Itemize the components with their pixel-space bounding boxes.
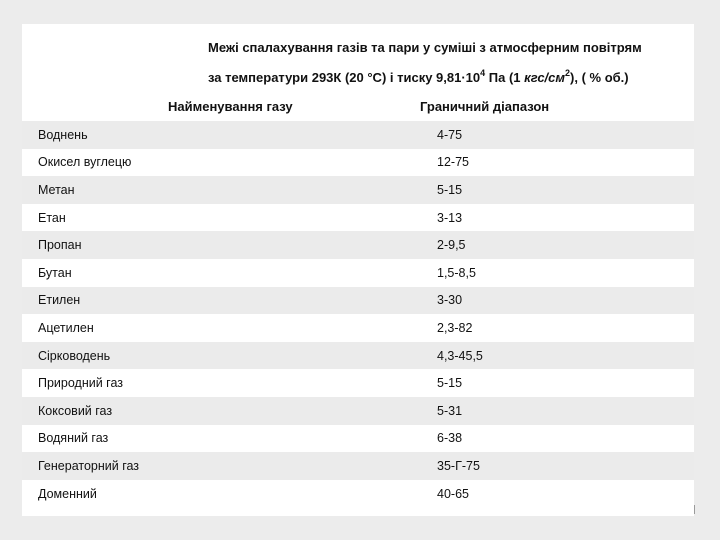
range-cell: 5-15 — [423, 176, 694, 204]
range-cell: 2,3-82 — [437, 320, 473, 335]
range-cell: 1,5-8,5 — [437, 265, 476, 280]
column-header-range: Граничний діапазон — [420, 99, 550, 114]
table-row — [22, 369, 694, 397]
gas-name-cell: Воднень — [22, 121, 423, 149]
table-row — [22, 204, 694, 232]
table-row — [22, 425, 694, 453]
title-exponent: 4 — [480, 68, 486, 78]
gas-name-cell: Етан — [38, 210, 66, 225]
range-cell: 5-31 — [423, 397, 694, 425]
range-cell: 3-30 — [423, 287, 694, 315]
title-units-note: ), ( % об.) — [570, 70, 629, 85]
table-title-line-2 — [22, 70, 694, 85]
range-cell: 2-9,5 — [423, 231, 694, 259]
title-conditions: за температури 293К (20 °С) і тиску 9,81·10 — [208, 70, 481, 85]
gas-name-cell: Ацетилен — [38, 320, 94, 335]
table-row — [22, 231, 694, 259]
range-cell: 4-75 — [423, 121, 694, 149]
table-row — [22, 287, 694, 315]
table-row — [22, 480, 694, 508]
gas-name-cell: Природний газ — [38, 376, 124, 391]
table-row — [22, 397, 694, 425]
gas-name-cell: Етилен — [22, 287, 423, 315]
gas-name-cell: Бутан — [38, 265, 72, 280]
gas-limits-table — [22, 121, 694, 507]
range-cell: 6-38 — [437, 431, 463, 446]
range-cell: 3-13 — [437, 210, 463, 225]
range-cell: 40-65 — [437, 486, 469, 501]
table-row — [22, 314, 694, 342]
gas-name-cell: Водяний газ — [38, 431, 109, 446]
table-body — [22, 121, 694, 507]
title-pressure: Па (1 — [485, 70, 525, 85]
gas-name-cell: Коксовий газ — [22, 397, 423, 425]
table-row — [22, 176, 694, 204]
title-unit: кгс/см — [524, 70, 566, 85]
range-cell: 35-Г-75 — [423, 452, 694, 480]
gas-name-cell: Сірководень — [22, 342, 423, 370]
gas-name-cell: Метан — [22, 176, 423, 204]
range-cell: 12-75 — [437, 155, 469, 170]
table-row — [22, 121, 694, 149]
range-cell: 4,3-45,5 — [423, 342, 694, 370]
table-title-line-1: Межі спалахування газів та пари у суміші з атмосферним повітрям — [208, 40, 642, 55]
title-unit-exponent: 2 — [565, 68, 571, 78]
table-row — [22, 259, 694, 287]
gas-name-cell: Пропан — [22, 231, 423, 259]
gas-name-cell: Генераторний газ — [22, 452, 423, 480]
table-row — [22, 149, 694, 177]
table-row — [22, 452, 694, 480]
column-header-name: Найменування газу — [168, 99, 293, 114]
gas-name-cell: Доменний — [38, 486, 97, 501]
document-sheet — [22, 24, 694, 516]
table-row — [22, 342, 694, 370]
range-cell: 5-15 — [437, 376, 463, 391]
gas-name-cell: Окисел вуглецю — [38, 155, 132, 170]
